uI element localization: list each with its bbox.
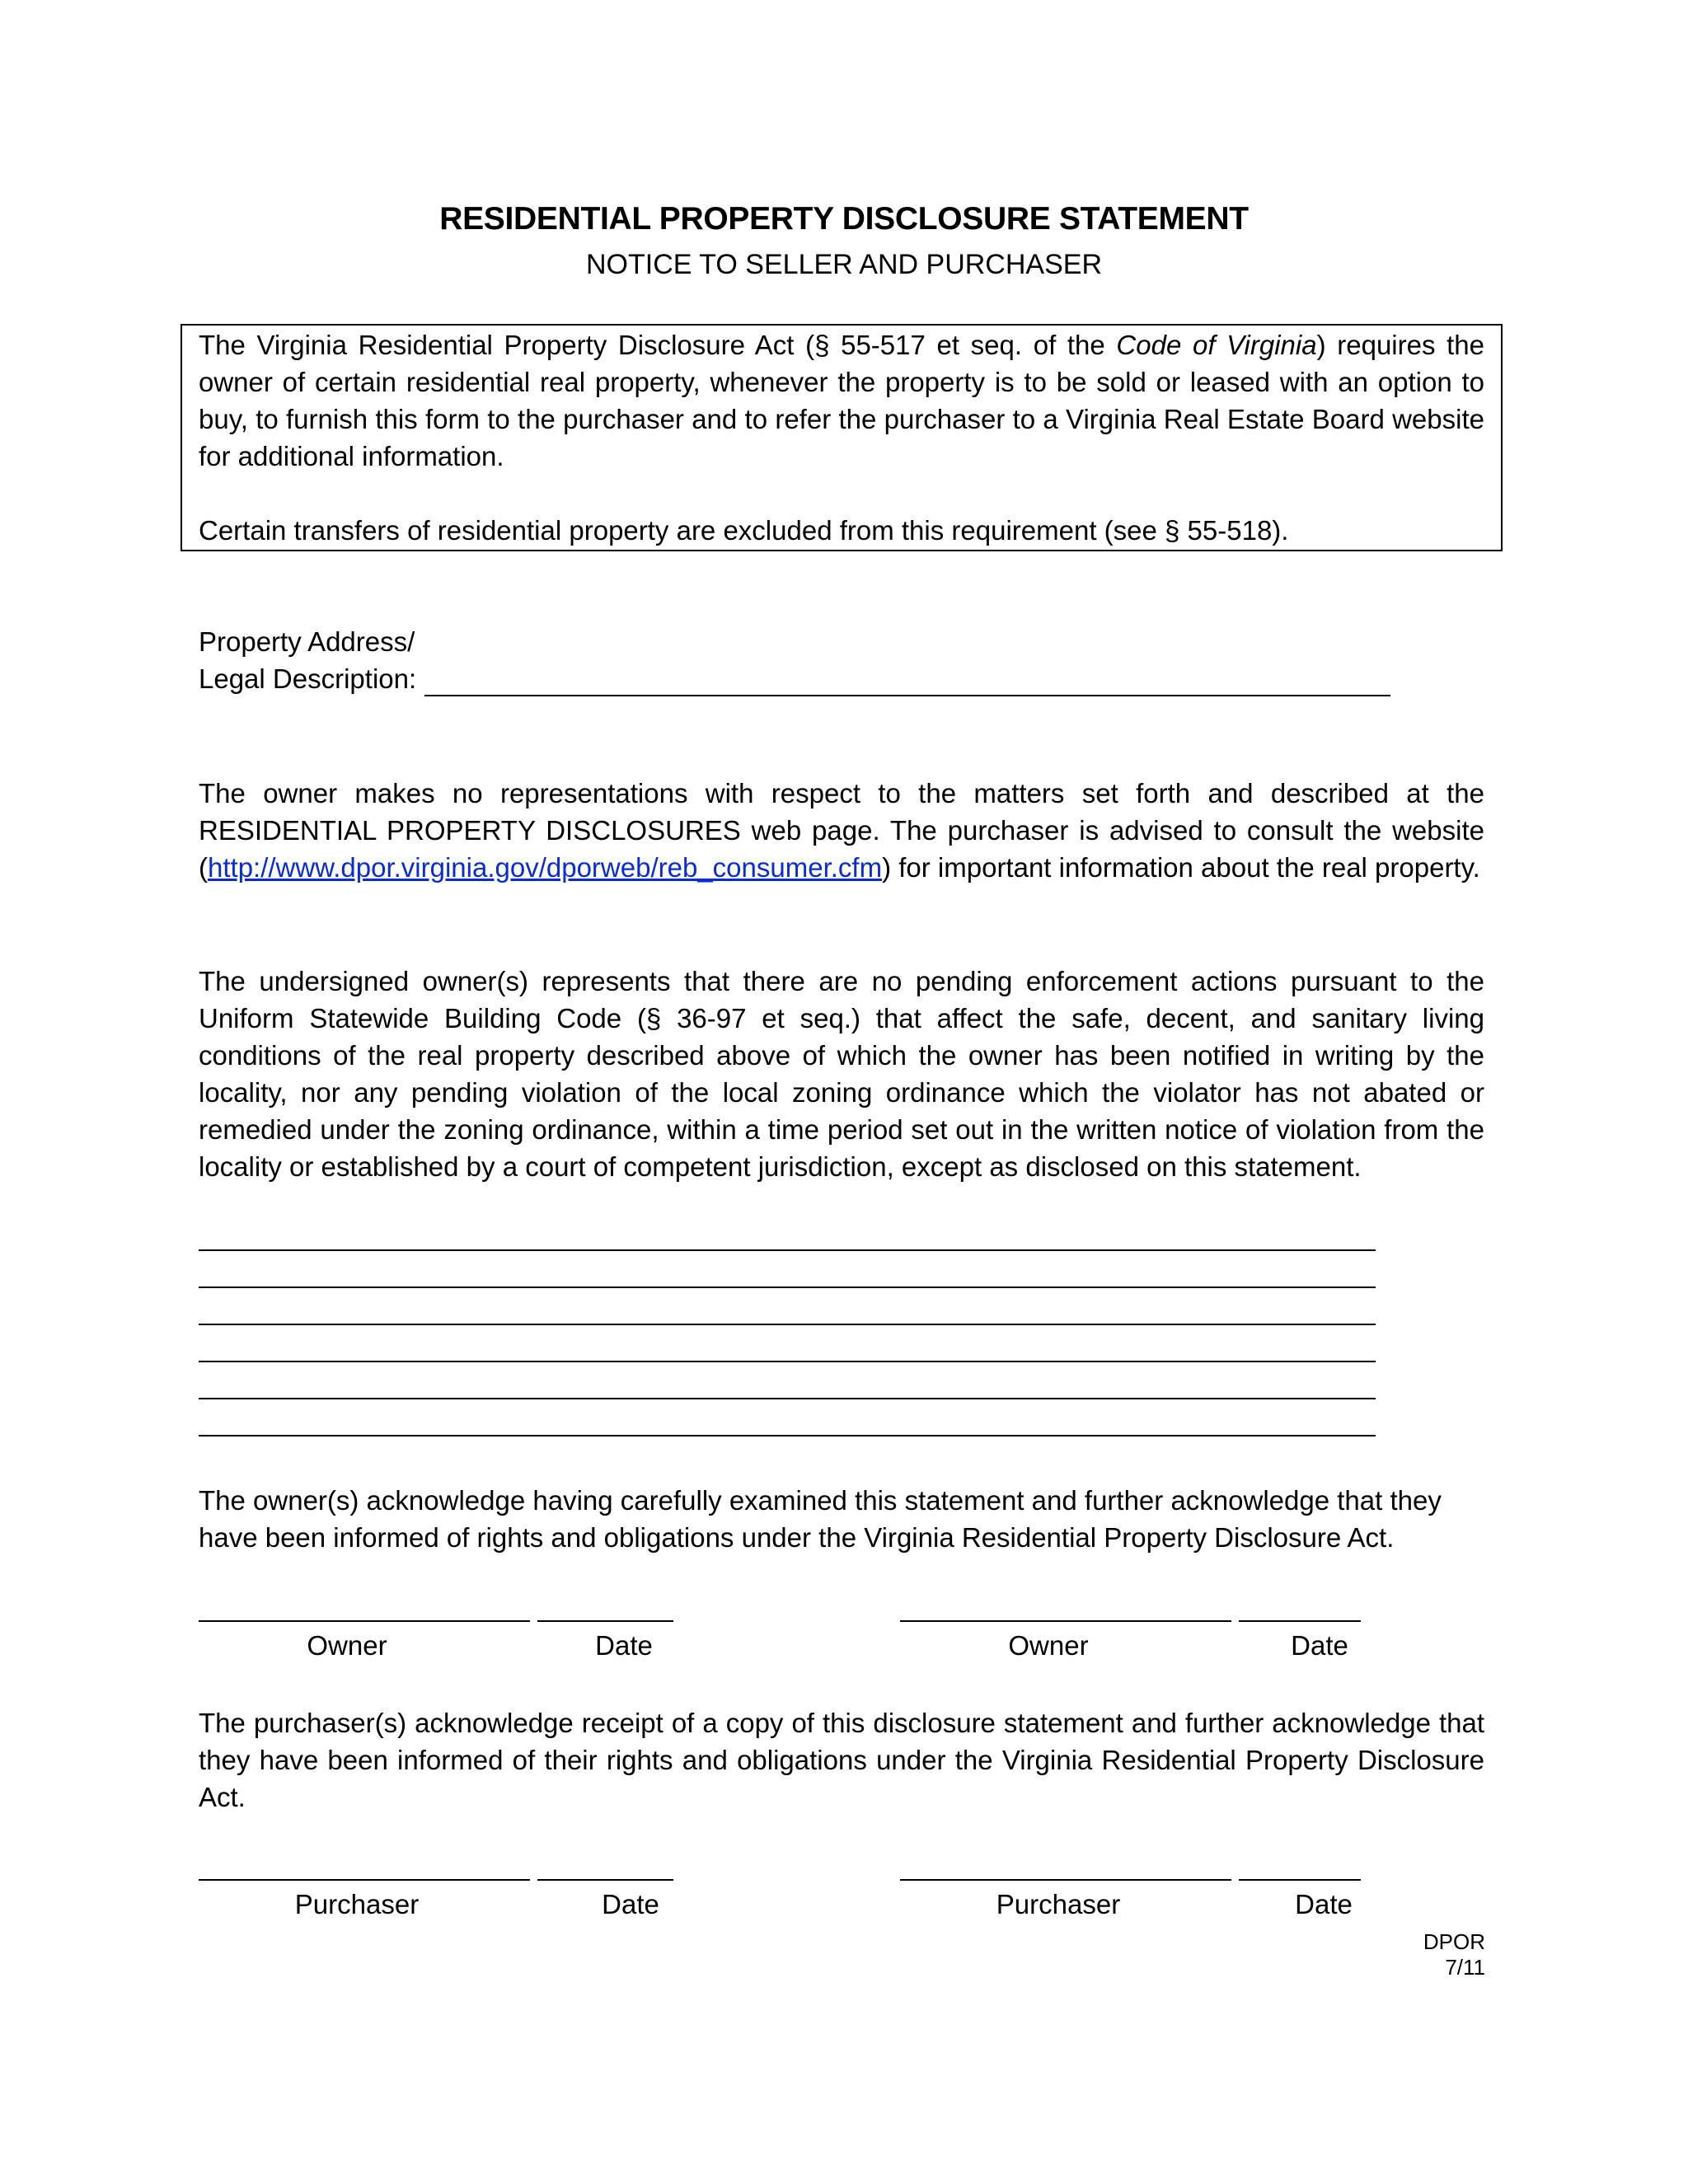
purchaser-signature-line[interactable] (199, 1879, 530, 1881)
purchaser-date-line[interactable] (1239, 1879, 1361, 1881)
owner-date-line[interactable] (537, 1620, 673, 1622)
representations-paragraph (199, 775, 1484, 886)
owner-date-line[interactable] (1239, 1620, 1361, 1622)
dpor-website-link[interactable]: http://www.dpor.virginia.gov/dporweb/reb_consumer.cfm (208, 852, 883, 883)
owner-signature-line[interactable] (199, 1620, 530, 1622)
form-code: DPOR 7/11 (1423, 1929, 1485, 1980)
notice-exclusion-note: Certain transfers of residential property are excluded from this requirement (see § 55-518). (199, 515, 1289, 546)
disclosure-line[interactable] (199, 1398, 1376, 1399)
document-subtitle: NOTICE TO SELLER AND PURCHASER (585, 249, 1102, 280)
disclosure-line[interactable] (199, 1324, 1376, 1325)
date-label: Date (1291, 1630, 1348, 1661)
representations-text-end: ) for important information about the real property. (882, 852, 1480, 883)
notice-text-end: ) requires the owner of certain residential real property, whenever the property is to be sold or leased with an option to buy, to furnish this form to the purchaser and to refer the purchaser to a Virginia Real Estate Board website for additional information. (199, 330, 1484, 471)
notice-text-start: The Virginia Residential Property Disclosure Act (§ 55-517 et seq. of the (199, 330, 1117, 360)
purchaser-acknowledgment: The purchaser(s) acknowledge receipt of a copy of this disclosure statement and further acknowledge that they have been informed of their rights and obligations under the Virginia Residential Property Disclosure Act. (199, 1708, 1484, 1812)
owner-signature-line[interactable] (900, 1620, 1231, 1622)
disclosure-line[interactable] (199, 1249, 1376, 1251)
document-title: RESIDENTIAL PROPERTY DISCLOSURE STATEMENT (439, 201, 1249, 237)
disclosure-line[interactable] (199, 1435, 1376, 1436)
purchaser-label: Purchaser (996, 1889, 1121, 1919)
representations-text-start: The owner makes no representations with respect to the matters set forth and described at the RESIDENTIAL PROPERTY DISCLOSURES web page. The purchaser is advised to consult the website ( (199, 778, 1484, 883)
property-address-field[interactable] (424, 695, 1390, 696)
purchaser-date-line[interactable] (537, 1879, 673, 1881)
legal-description-label: Legal Description: (199, 663, 417, 694)
disclosure-line[interactable] (199, 1286, 1376, 1288)
purchaser-label: Purchaser (294, 1889, 420, 1919)
owner-acknowledgment: The owner(s) acknowledge having carefully examined this statement and further acknowledge that they have been informed of rights and obligations under the Virginia Residential Property Disclosure Act. (199, 1485, 1442, 1553)
date-label: Date (602, 1889, 659, 1919)
date-label: Date (1295, 1889, 1353, 1919)
code-of-virginia-citation: Code of Virginia (1116, 330, 1317, 360)
disclosure-line[interactable] (199, 1361, 1376, 1362)
purchaser-signature-line[interactable] (900, 1879, 1231, 1881)
date-label: Date (595, 1630, 653, 1661)
enforcement-paragraph: The undersigned owner(s) represents that there are no pending enforcement actions pursuant to the Uniform Statewide Building Code (§ 36-97 et seq.) that affect the safe, decent, and sanitary living conditions of the real property described above of which the owner has been notified in writing by the locality, nor any pending violation of the local zoning ordinance which the violator has not abated or remedied under the zoning ordinance, within a time period set out in the written notice of violation from the locality or established by a court of competent jurisdiction, except as disclosed on this statement. (199, 966, 1484, 1182)
owner-label: Owner (307, 1630, 387, 1661)
notice-paragraph (199, 326, 1484, 475)
owner-label: Owner (1008, 1630, 1089, 1661)
property-address-label: Property Address/ (199, 626, 415, 657)
